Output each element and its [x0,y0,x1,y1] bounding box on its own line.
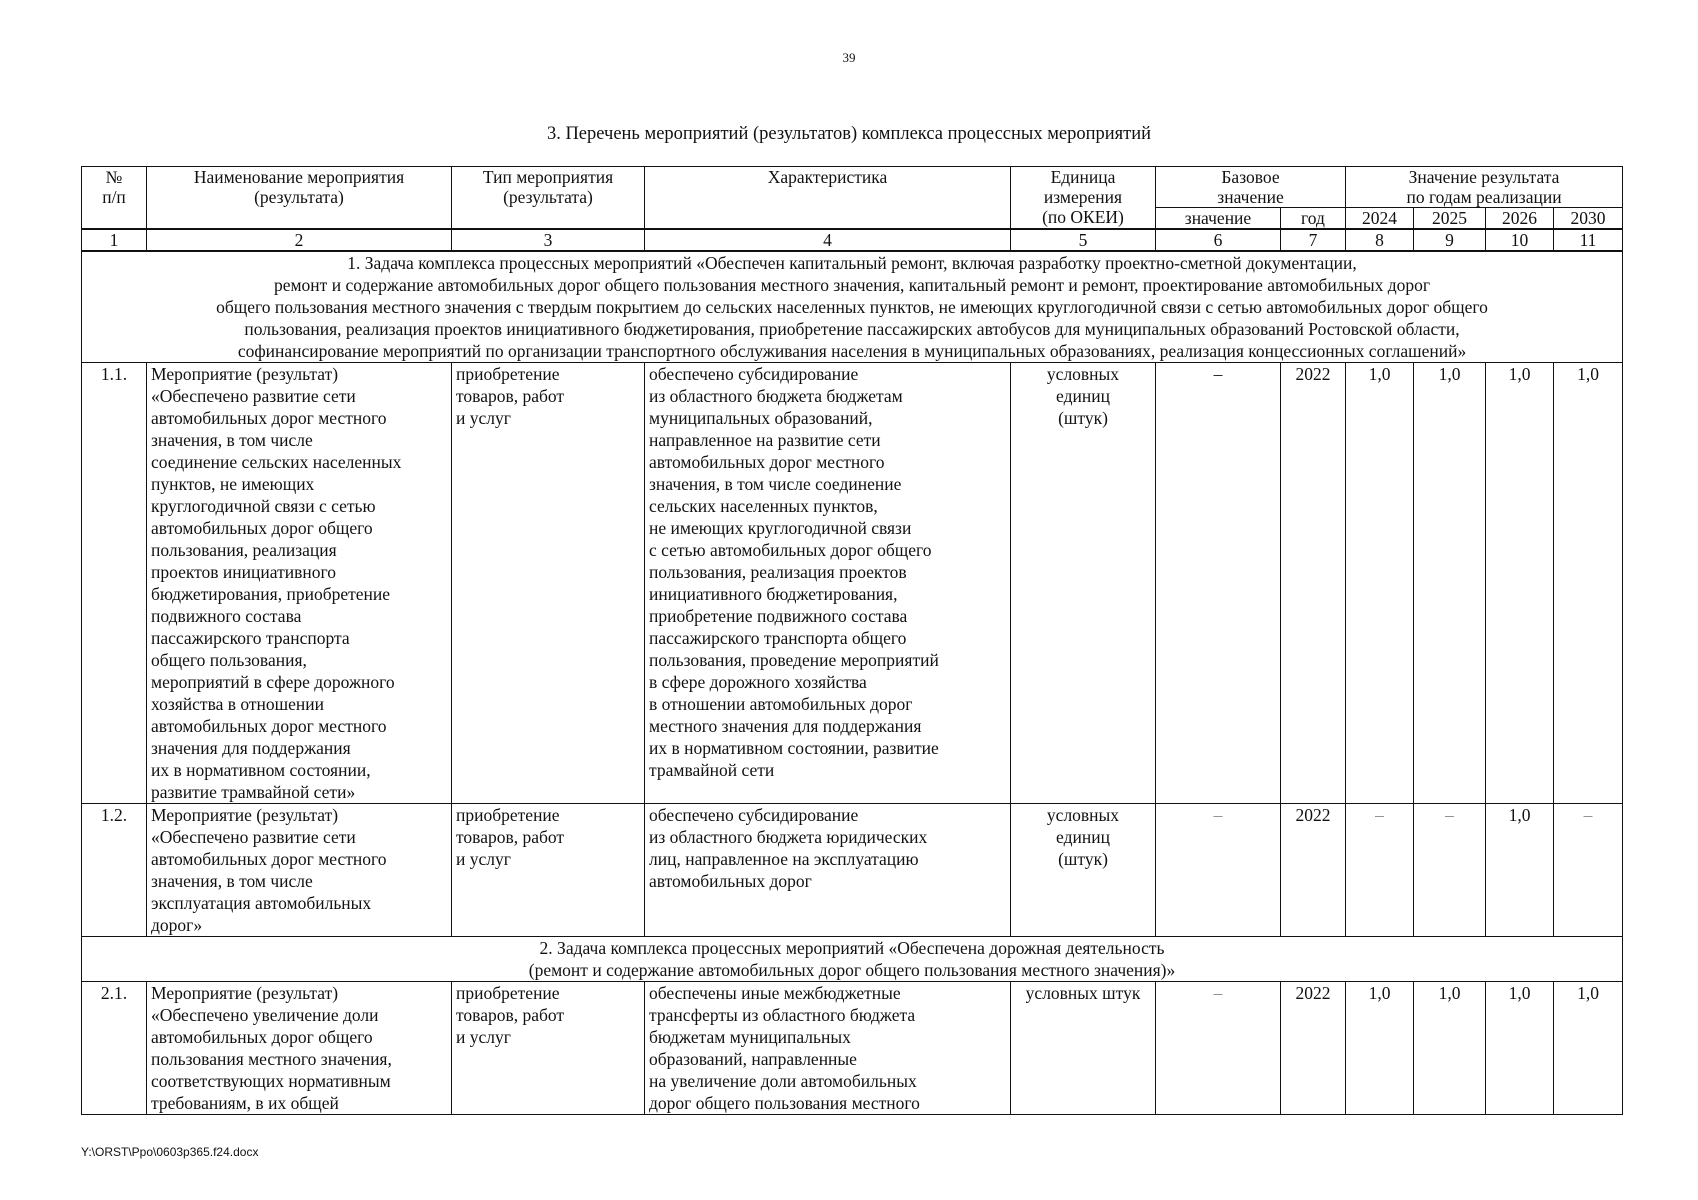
header-year-2024: 2024 [1346,208,1414,230]
value-2024: 1,0 [1346,363,1414,804]
column-number: 10 [1486,229,1554,251]
measure-characteristic: обеспечено субсидирование из областного бюджета бюджетам муниципальных образований, направленное на развитие сети автомобильных дорог местного значения, в том числе соединение сельских населенных пунктов, не имеющих круглогодичной связи с сетью автомобильных дорог общего пользования, реализация проектов инициативного бюджетирования, приобретение подвижного состава пассажирского транспорта общего пользования, проведение мероприятий в сфере дорожного хозяйства в отношении автомобильных дорог местного значения для поддержания их в нормативном состоянии, развитие трамвайной сети [645,363,1011,804]
column-number: 7 [1281,229,1346,251]
row-number: 1.2. [82,804,147,937]
header-year-2026: 2026 [1486,208,1554,230]
column-number: 1 [82,229,147,251]
value-2030: 1,0 [1554,363,1623,804]
header-base-value-value: значение [1156,208,1281,230]
measure-unit: условных единиц (штук) [1011,804,1156,937]
header-number: № п/п [82,167,147,230]
task-1-text: 1. Задача комплекса процессных мероприятий «Обеспечен капитальный ремонт, включая разработку проектно-сметной документации, ремонт и содержание автомобильных дорог общего пользования местного значения, капитальный ремонт и ремонт, проектирование автомобильных дорог общего пользования местного значения с твердым покрытием до сельских населенных пунктов, не имеющих круглогодичной связи с сетью автомобильных дорог общего пользования, реализация проектов инициативного бюджетирования, приобретение пассажирских автобусов для муниципальных образований Ростовской области, софинансирование мероприятий по организации транспортного обслуживания населения в муниципальных образованиях, реализация концессионных соглашений» [82,251,1623,363]
value-2025: 1,0 [1414,363,1486,804]
base-value: – [1156,363,1281,804]
header-measure-type: Тип мероприятия (результата) [452,167,645,230]
measure-type: приобретение товаров, работ и услуг [452,982,645,1115]
section-title: 3. Перечень мероприятий (результатов) комплекса процессных мероприятий [546,124,1152,144]
table-row [82,363,1623,804]
header-base-value-year: год [1281,208,1346,230]
header-year-2030: 2030 [1554,208,1623,230]
row-number: 2.1. [82,982,147,1115]
value-2026: 1,0 [1486,363,1554,804]
measure-unit: условных единиц (штук) [1011,363,1156,804]
task-2-text: 2. Задача комплекса процессных мероприятий «Обеспечена дорожная деятельность (ремонт и содержание автомобильных дорог общего пользования местного значения)» [82,937,1623,982]
page-number: 39 [842,50,856,65]
measures-table [81,166,1623,1115]
value-2030: – [1554,804,1623,937]
header-result-by-year: Значение результата по годам реализации [1346,167,1623,208]
column-number: 11 [1554,229,1623,251]
header-unit: Единица измерения (по ОКЕИ) [1011,167,1156,230]
measure-type: приобретение товаров, работ и услуг [452,804,645,937]
base-value: – [1156,804,1281,937]
measure-unit: условных штук [1011,982,1156,1115]
column-number: 4 [645,229,1011,251]
table-row [82,982,1623,1115]
value-2025: 1,0 [1414,982,1486,1115]
table-row [82,804,1623,937]
measure-type: приобретение товаров, работ и услуг [452,363,645,804]
column-number: 3 [452,229,645,251]
value-2030: 1,0 [1554,982,1623,1115]
header-characteristic: Характеристика [645,167,1011,230]
measure-name: Мероприятие (результат) «Обеспечено развитие сети автомобильных дорог местного значения, в том числе соединение сельских населенных пунктов, не имеющих круглогодичной связи с сетью автомобильных дорог общего пользования, реализация проектов инициативного бюджетирования, приобретение подвижного состава пассажирского транспорта общего пользования, мероприятий в сфере дорожного хозяйства в отношении автомобильных дорог местного значения для поддержания их в нормативном состоянии, развитие трамвайной сети» [147,363,452,804]
value-2024: 1,0 [1346,982,1414,1115]
column-number: 8 [1346,229,1414,251]
base-year: 2022 [1281,982,1346,1115]
column-number: 6 [1156,229,1281,251]
value-2025: – [1414,804,1486,937]
measure-name: Мероприятие (результат) «Обеспечено увеличение доли автомобильных дорог общего пользования местного значения, соответствующих нормативным требованиям, в их общей [147,982,452,1115]
row-number: 1.1. [82,363,147,804]
value-2026: 1,0 [1486,982,1554,1115]
file-path-footer: Y:\ORST\Ppo\0603p365.f24.docx [81,1145,259,1159]
base-year: 2022 [1281,363,1346,804]
task-row [82,937,1623,982]
base-value: – [1156,982,1281,1115]
column-number: 2 [147,229,452,251]
column-number: 5 [1011,229,1156,251]
base-year: 2022 [1281,804,1346,937]
header-base-value: Базовое значение [1156,167,1346,208]
value-2024: – [1346,804,1414,937]
measure-name: Мероприятие (результат) «Обеспечено развитие сети автомобильных дорог местного значения, в том числе эксплуатация автомобильных дорог» [147,804,452,937]
measure-characteristic: обеспечены иные межбюджетные трансферты из областного бюджета бюджетам муниципальных образований, направленные на увеличение доли автомобильных дорог общего пользования местного [645,982,1011,1115]
header-measure-name: Наименование мероприятия (результата) [147,167,452,230]
value-2026: 1,0 [1486,804,1554,937]
column-number: 9 [1414,229,1486,251]
header-year-2025: 2025 [1414,208,1486,230]
measure-characteristic: обеспечено субсидирование из областного бюджета юридических лиц, направленное на эксплуатацию автомобильных дорог [645,804,1011,937]
task-row [82,251,1623,363]
